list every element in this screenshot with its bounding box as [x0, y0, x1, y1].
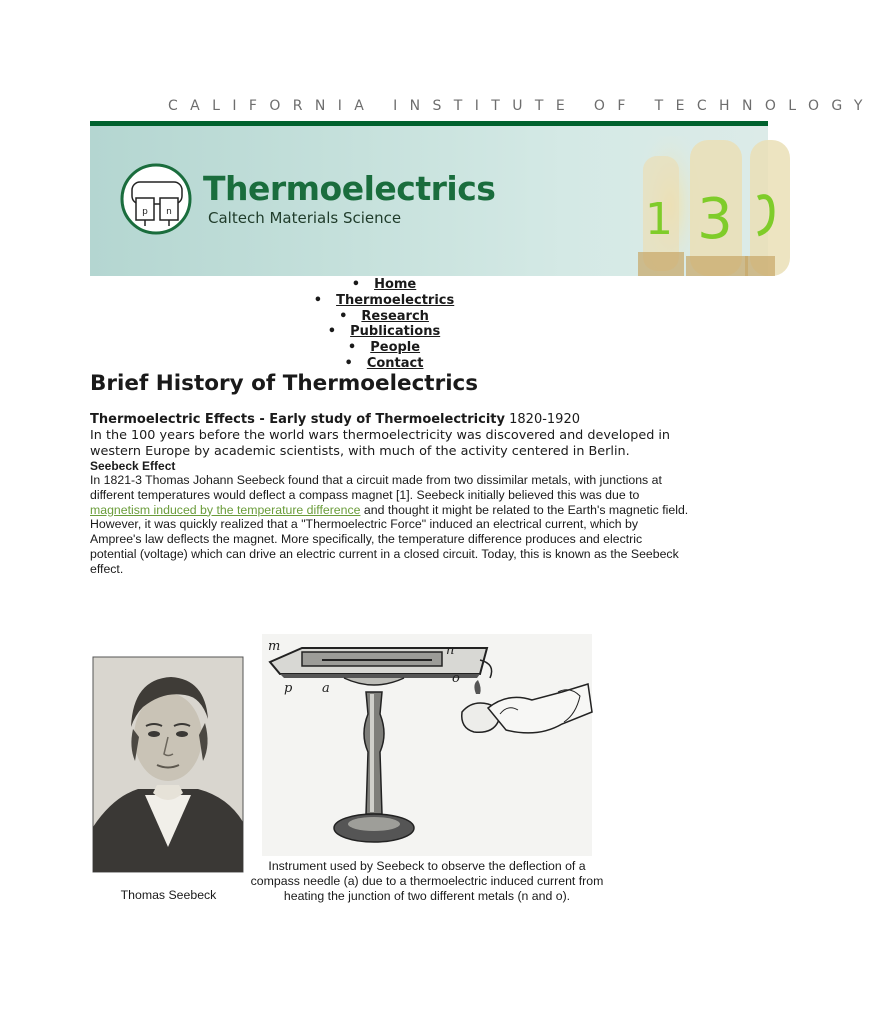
- nav-item-thermoelectrics: [0, 293, 768, 309]
- bullet-icon: •: [351, 277, 361, 292]
- section-heading: [90, 412, 580, 428]
- bullet-icon: •: [327, 324, 337, 340]
- nav-link-people[interactable]: People: [370, 340, 421, 356]
- paragraph-text-end: and thought it might be related to the Earth's magnetic field. However, it was quickly realized that a "Thermoelectric Force" induced an electrical current, which by Ampree's law deflects the magnet. More specifically, the temperature difference produces and electric potential (voltage) which can drive an electric current in a closed circuit. Today, this is known as the Seebeck effect.: [90, 502, 689, 576]
- nixie-digit-1: 1: [645, 194, 673, 245]
- apparatus-label-a: a: [322, 681, 330, 696]
- bullet-icon: •: [344, 355, 353, 371]
- pn-junction-thermocouple-icon: [122, 165, 190, 233]
- nav-link-contact[interactable]: Contact: [366, 355, 424, 371]
- section-title: Thermoelectric Effects - Early study of Thermoelectricity: [90, 412, 505, 427]
- page-title: Brief History of Thermoelectrics: [90, 371, 479, 396]
- logo-letter-p: p: [142, 207, 148, 217]
- magnetism-link[interactable]: magnetism induced by the temperature difference: [90, 502, 361, 517]
- seebeck-apparatus-illustration: [262, 634, 592, 856]
- portrait-caption: Thomas Seebeck: [120, 888, 217, 902]
- intro-paragraph: In the 100 years before the world wars thermoelectricity was discovered and developed in western Europe by academic scientists, with much of the activity centered in Berlin.: [90, 428, 671, 459]
- nav-link-thermoelectrics[interactable]: Thermoelectrics: [336, 292, 455, 308]
- thomas-seebeck-portrait: [93, 657, 243, 872]
- institution-wordmark: CALIFORNIA INSTITUTE OF TECHNOLOGY: [168, 98, 875, 114]
- paragraph-text-start: In 1821-3 Thomas Johann Seebeck found that a circuit made from two dissimilar metals, with junctions at different temperatures would deflect a compass magnet [1]. Seebeck initially believed this was due to: [90, 473, 662, 502]
- bullet-icon: •: [339, 308, 348, 324]
- nixie-tube-artwork: [638, 136, 790, 276]
- subsection-title: Seebeck Effect: [90, 459, 176, 473]
- bullet-icon: •: [313, 292, 323, 308]
- site-subtitle: Caltech Materials Science: [208, 209, 402, 227]
- apparatus-label-p: p: [284, 681, 293, 696]
- apparatus-label-m: m: [268, 639, 281, 654]
- nav-item-research: [0, 309, 768, 325]
- nav-item-people: [0, 340, 768, 356]
- site-title: Thermoelectrics: [203, 169, 496, 208]
- section-years: 1820-1920: [509, 412, 580, 427]
- nav-link-publications[interactable]: Publications: [350, 324, 441, 340]
- apparatus-label-o: o: [452, 671, 460, 686]
- apparatus-caption: Instrument used by Seebeck to observe the deflection of a compass needle (a) due to a thermoelectric induced current from heating the junction of two different metals (n and o).: [250, 859, 604, 903]
- nixie-digit-3: 3: [697, 187, 733, 252]
- nav-item-contact: [0, 356, 768, 372]
- logo-letter-n: n: [166, 207, 172, 217]
- bullet-icon: •: [347, 340, 357, 356]
- apparatus-label-n: n: [446, 643, 455, 658]
- nav-link-home[interactable]: Home: [374, 277, 417, 292]
- seebeck-paragraph: [90, 473, 690, 577]
- nav-item-publications: [0, 324, 768, 340]
- nav-link-research[interactable]: Research: [361, 308, 429, 324]
- site-banner: [90, 126, 768, 276]
- main-navigation: [0, 277, 768, 372]
- nav-item-home: [0, 277, 768, 293]
